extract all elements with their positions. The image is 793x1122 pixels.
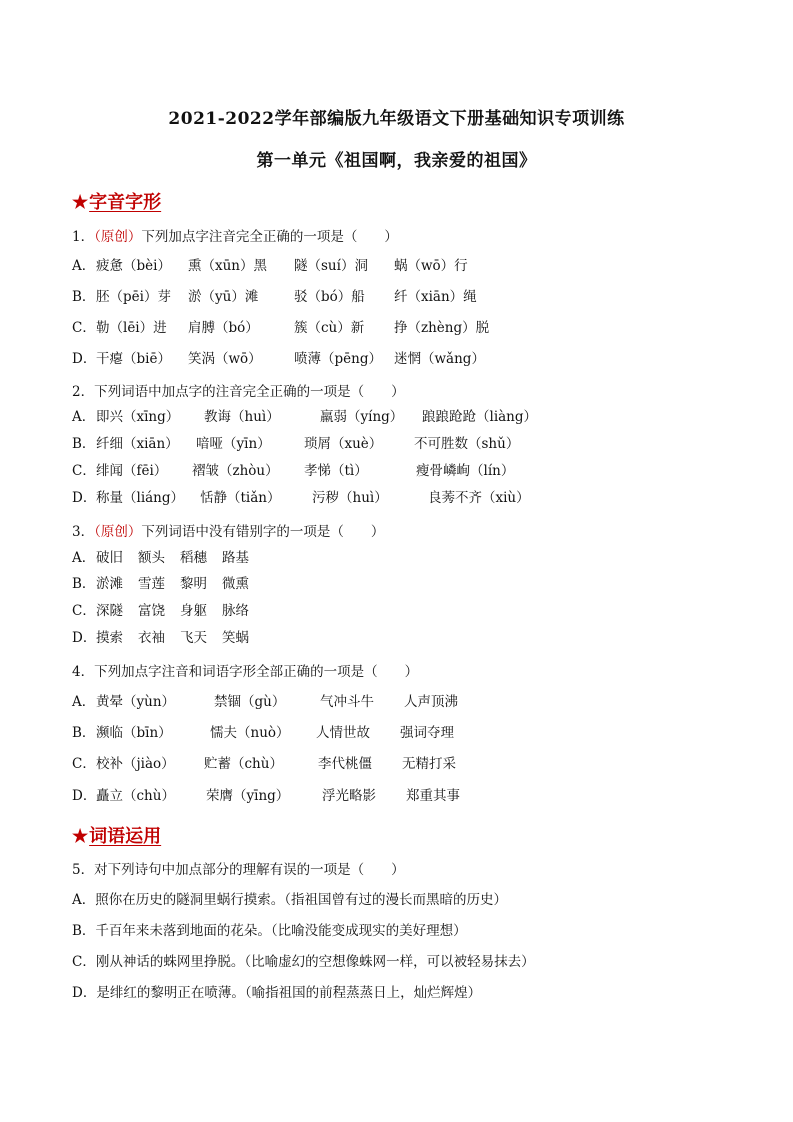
option-item: 稻穗 — [180, 550, 207, 566]
option-item: 衣袖 — [138, 630, 165, 646]
question-number: 4． — [72, 664, 95, 680]
option-letter: D． — [72, 351, 97, 367]
option-item: 迷惘（wǎng） — [394, 351, 485, 367]
question-3-stem — [72, 523, 384, 541]
option-item: 笑蜗 — [222, 630, 249, 646]
option-item: 即兴（xīng） — [96, 409, 180, 425]
option-item: 踉踉跄跄（liàng） — [422, 409, 538, 425]
option-item: 喷薄（pēng） — [294, 351, 382, 367]
question-text: 下列词语中加点字的注音完全正确的一项是（ ） — [94, 384, 405, 400]
original-tag: （原创） — [94, 524, 142, 540]
option-item: 肩膊（bó） — [188, 320, 259, 336]
option-item: 脉络 — [222, 603, 249, 619]
document-title: 2021-2022学年部编版九年级语文下册基础知识专项训练 — [168, 109, 625, 129]
option-item: 簇（cù）新 — [294, 320, 365, 336]
option-item: 纤（xiān）绳 — [394, 289, 477, 305]
option-letter: C． — [72, 603, 96, 619]
option-item: 强词夺理 — [400, 725, 454, 741]
option-item: 浮光略影 — [322, 788, 376, 804]
option-item: 喑哑（yīn） — [196, 436, 271, 452]
option-letter: B． — [72, 576, 96, 592]
question-number: 1． — [72, 229, 95, 245]
option-item: 孝悌（tì） — [304, 463, 368, 479]
option-item: 琐屑（xuè） — [304, 436, 383, 452]
option-item: 黄晕（yùn） — [96, 694, 176, 710]
document-subtitle: 第一单元《祖国啊，我亲爱的祖国》 — [256, 151, 537, 171]
option-letter: B． — [72, 725, 96, 741]
option-item: 破旧 — [96, 550, 123, 566]
option-item: 李代桃僵 — [318, 756, 372, 772]
question-4-stem — [72, 663, 418, 681]
option-letter: C． — [72, 320, 96, 336]
option-item: 蜗（wō）行 — [394, 258, 468, 274]
option-item: 瘦骨嶙峋（lín） — [416, 463, 515, 479]
option-item: 胚（pēi）芽 — [96, 289, 171, 305]
option-item: 富饶 — [138, 603, 165, 619]
option-item: 濒临（bīn） — [96, 725, 172, 741]
question-2-stem — [72, 383, 405, 401]
option-letter: D． — [72, 490, 97, 506]
option-item: 疲惫（bèi） — [96, 258, 171, 274]
option-item: 贮蓄（chù） — [204, 756, 283, 772]
option-item: 人情世故 — [316, 725, 370, 741]
option-item: 黎明 — [180, 576, 207, 592]
option-item: 挣（zhèng）脱 — [394, 320, 490, 336]
option-letter: A． — [72, 550, 96, 566]
option-letter: C． — [72, 756, 96, 772]
option-item: 校补（jiào） — [96, 756, 175, 772]
option-item: 教诲（huì） — [204, 409, 280, 425]
option-item: 无精打采 — [402, 756, 456, 772]
star-icon: ★ — [72, 192, 89, 213]
option-item: 褶皱（zhòu） — [192, 463, 279, 479]
option-letter: D． — [72, 788, 97, 804]
question-5-option-c: C．刚从神话的蛛网里挣脱。（比喻虚幻的空想像蛛网一样，可以被轻易抹去） — [72, 954, 535, 970]
option-item: 郑重其事 — [406, 788, 460, 804]
option-item: 气冲斗牛 — [320, 694, 374, 710]
section-heading-pronunciation — [72, 188, 161, 214]
question-text: 下列加点字注音和词语字形全部正确的一项是（ ） — [94, 664, 419, 680]
option-item: 额头 — [138, 550, 165, 566]
option-item: 羸弱（yíng） — [320, 409, 404, 425]
option-item: 勒（lēi）进 — [96, 320, 167, 336]
option-letter: B． — [72, 436, 96, 452]
option-item: 笑涡（wō） — [188, 351, 262, 367]
option-letter: D． — [72, 630, 97, 646]
option-item: 淤滩 — [96, 576, 123, 592]
option-item: 驳（bó）船 — [294, 289, 365, 305]
option-item: 纤细（xiān） — [96, 436, 179, 452]
section-label: 词语运用 — [89, 826, 162, 847]
option-item: 淤（yū）滩 — [188, 289, 259, 305]
question-text: 下列词语中没有错别字的一项是（ ） — [141, 524, 385, 540]
option-item: 雪莲 — [138, 576, 165, 592]
section-label: 字音字形 — [89, 192, 162, 213]
option-item: 荣膺（yīng） — [206, 788, 290, 804]
option-letter: A． — [72, 409, 96, 425]
option-letter: A． — [72, 694, 96, 710]
option-item: 深隧 — [96, 603, 123, 619]
section-heading-word-usage — [72, 822, 161, 848]
option-item: 摸索 — [96, 630, 123, 646]
option-item: 干瘪（biē） — [96, 351, 171, 367]
option-item: 飞天 — [180, 630, 207, 646]
option-item: 人声顶沸 — [404, 694, 458, 710]
option-item: 绯闻（fēi） — [96, 463, 168, 479]
option-item: 不可胜数（shǔ） — [414, 436, 520, 452]
option-item: 称量（liáng） — [96, 490, 185, 506]
question-text: 下列加点字注音完全正确的一项是（ ） — [141, 229, 398, 245]
question-5-option-d: D．是绯红的黎明正在喷薄。（喻指祖国的前程蒸蒸日上，灿烂辉煌） — [72, 985, 482, 1001]
question-number: 5． — [72, 862, 95, 878]
question-number: 2． — [72, 384, 95, 400]
star-icon: ★ — [72, 826, 89, 847]
option-item: 隧（suí）洞 — [294, 258, 368, 274]
option-item: 良莠不齐（xiù） — [428, 490, 530, 506]
option-item: 污秽（huì） — [312, 490, 388, 506]
question-number: 3． — [72, 524, 95, 540]
option-item: 矗立（chù） — [96, 788, 175, 804]
original-tag: （原创） — [94, 229, 142, 245]
question-1-stem — [72, 228, 398, 246]
option-item: 路基 — [222, 550, 249, 566]
option-letter: B． — [72, 289, 96, 305]
option-item: 微熏 — [222, 576, 249, 592]
option-letter: A． — [72, 258, 96, 274]
question-5-option-b: B．千百年来未落到地面的花朵。（比喻没能变成现实的美好理想） — [72, 923, 467, 939]
question-text: 对下列诗句中加点部分的理解有误的一项是（ ） — [94, 862, 405, 878]
option-item: 禁锢（gù） — [214, 694, 286, 710]
option-letter: C． — [72, 463, 96, 479]
question-5-stem — [72, 861, 405, 879]
option-item: 恬静（tiǎn） — [200, 490, 281, 506]
option-item: 懦夫（nuò） — [210, 725, 290, 741]
option-item: 身躯 — [180, 603, 207, 619]
question-5-option-a: A．照你在历史的隧洞里蜗行摸索。（指祖国曾有过的漫长而黑暗的历史） — [72, 892, 507, 908]
option-item: 熏（xūn）黑 — [188, 258, 268, 274]
